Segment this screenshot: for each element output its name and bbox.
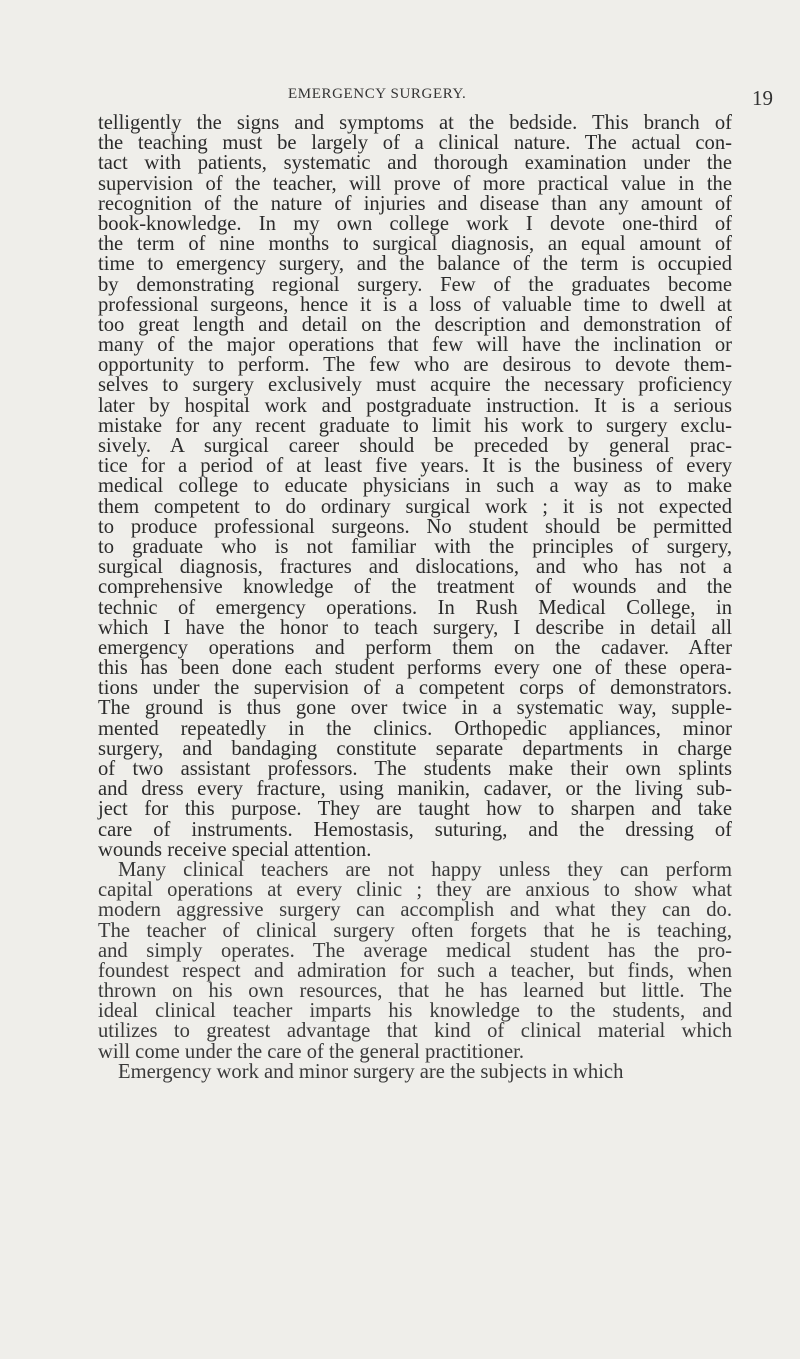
text-line: The ground is thus gone over twice in a systematic way, supple- bbox=[98, 697, 732, 720]
body-text bbox=[98, 113, 732, 1082]
text-line: modern aggressive surgery can accomplish and what they can do. bbox=[98, 899, 732, 922]
text-line: the term of nine months to surgical diagnosis, an equal amount of bbox=[98, 233, 732, 256]
page-number: 19 bbox=[752, 86, 773, 110]
text-line: telligently the signs and symptoms at the bedside. This branch of bbox=[98, 112, 732, 134]
text-line: and simply operates. The average medical student has the pro- bbox=[98, 939, 732, 962]
text-line: Many clinical teachers are not happy unless they can perform bbox=[118, 858, 732, 881]
text-line: book-knowledge. In my own college work I devote one-third of bbox=[98, 212, 732, 235]
text-line: mistake for any recent graduate to limit his work to surgery exclu- bbox=[98, 414, 732, 437]
text-line: foundest respect and admiration for such a teacher, but finds, when bbox=[98, 959, 732, 982]
text-line: and dress every fracture, using manikin, cadaver, or the living sub- bbox=[98, 778, 732, 801]
text-line: comprehensive knowledge of the treatment of wounds and the bbox=[98, 576, 732, 599]
text-line: medical college to educate physicians in such a way as to make bbox=[98, 475, 732, 498]
text-line: the teaching must be largely of a clinical nature. The actual con- bbox=[98, 132, 732, 155]
text-line: surgery, and bandaging constitute separate departments in charge bbox=[98, 737, 732, 760]
running-title: EMERGENCY SURGERY. bbox=[288, 86, 467, 102]
text-line: selves to surgery exclusively must acquire the necessary proficiency bbox=[98, 374, 732, 397]
text-line: opportunity to perform. The few who are desirous to devote them- bbox=[98, 354, 732, 377]
text-line: many of the major operations that few will have the inclination or bbox=[98, 334, 732, 357]
text-line: later by hospital work and postgraduate instruction. It is a serious bbox=[98, 394, 732, 417]
text-line: care of instruments. Hemostasis, suturing, and the dressing of bbox=[98, 818, 732, 841]
text-line: tions under the supervision of a competent corps of demonstrators. bbox=[98, 677, 732, 700]
running-head bbox=[0, 86, 800, 110]
text-line: Emergency work and minor surgery are the subjects in which bbox=[118, 1060, 624, 1083]
text-line: of two assistant professors. The students make their own splints bbox=[98, 758, 732, 780]
text-line: tice for a period of at least five years. It is the business of every bbox=[98, 455, 732, 478]
text-line: time to emergency surgery, and the balance of the term is occupied bbox=[98, 253, 732, 276]
text-line: this has been done each student performs every one of these opera- bbox=[98, 657, 732, 680]
text-line: tact with patients, systematic and thorough examination under the bbox=[98, 152, 732, 175]
text-line: The teacher of clinical surgery often forgets that he is teaching, bbox=[98, 919, 732, 942]
text-line: ideal clinical teacher imparts his knowledge to the students, and bbox=[98, 1000, 732, 1023]
text-line: to graduate who is not familiar with the principles of surgery, bbox=[98, 535, 732, 558]
text-line: by demonstrating regional surgery. Few of the graduates become bbox=[98, 273, 732, 296]
text-line: which I have the honor to teach surgery, I describe in detail all bbox=[98, 616, 732, 639]
text-line: them competent to do ordinary surgical work ; it is not expected bbox=[98, 495, 732, 518]
text-line: too great length and detail on the description and demonstration of bbox=[98, 313, 732, 336]
text-line: professional surgeons, hence it is a loss of valuable time to dwell at bbox=[98, 293, 732, 316]
text-line: wounds receive special attention. bbox=[98, 838, 372, 861]
text-line: ject for this purpose. They are taught how to sharpen and take bbox=[98, 798, 732, 821]
text-line: thrown on his own resources, that he has learned but little. The bbox=[98, 980, 732, 1003]
text-line: mented repeatedly in the clinics. Orthopedic appliances, minor bbox=[98, 717, 732, 740]
text-line: capital operations at every clinic ; they are anxious to show what bbox=[98, 879, 732, 902]
text-line: recognition of the nature of injuries and disease than any amount of bbox=[98, 192, 732, 215]
text-line: to produce professional surgeons. No student should be permitted bbox=[98, 515, 732, 538]
text-line: supervision of the teacher, will prove of more practical value in the bbox=[98, 172, 732, 195]
text-line: emergency operations and perform them on the cadaver. After bbox=[98, 636, 732, 659]
text-line: sively. A surgical career should be preceded by general prac- bbox=[98, 435, 732, 457]
text-line: technic of emergency operations. In Rush Medical College, in bbox=[98, 596, 732, 619]
text-line: surgical diagnosis, fractures and dislocations, and who has not a bbox=[98, 556, 732, 579]
text-line: will come under the care of the general practitioner. bbox=[98, 1040, 524, 1063]
text-line: utilizes to greatest advantage that kind of clinical material which bbox=[98, 1020, 732, 1043]
